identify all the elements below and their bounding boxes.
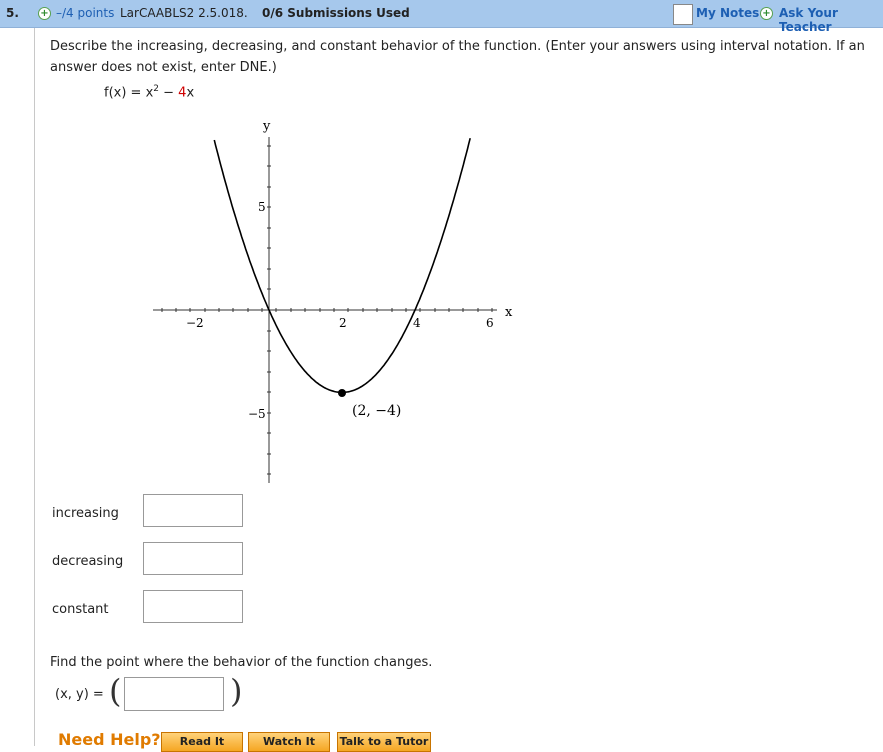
- submissions-used: 0/6 Submissions Used: [262, 6, 410, 20]
- problem-code: LarCAABLS2 2.5.018.: [120, 6, 248, 20]
- point-question-text: Find the point where the behavior of the function changes.: [50, 655, 433, 670]
- ask-teacher-plus-icon[interactable]: +: [760, 7, 773, 20]
- read-it-button[interactable]: Read It: [161, 732, 243, 752]
- function-definition: [104, 84, 194, 100]
- points-indicator: –/4 points: [56, 6, 115, 20]
- point-input[interactable]: [124, 677, 224, 711]
- x-tick-label: 2: [339, 316, 347, 330]
- question-prompt: Describe the increasing, decreasing, and constant behavior of the function. (Enter your answers using interval notation. If an answer does not exist, enter DNE.): [50, 39, 865, 75]
- y-tick-label: −5: [248, 407, 266, 421]
- function-coefficient: 4: [178, 85, 187, 101]
- constant-input[interactable]: [143, 590, 243, 623]
- increasing-input[interactable]: [143, 494, 243, 527]
- question-number: 5.: [6, 6, 19, 20]
- x-tick-label: 4: [413, 316, 421, 330]
- x-tick-label: −2: [186, 316, 204, 330]
- decreasing-input[interactable]: [143, 542, 243, 575]
- notes-icon[interactable]: [673, 4, 693, 25]
- increasing-label: increasing: [52, 506, 119, 521]
- function-lhs: f(x) = x: [104, 85, 154, 101]
- parabola-curve: [214, 138, 470, 392]
- x-tick-label: 6: [486, 316, 494, 330]
- vertex-label: (2, −4): [352, 403, 402, 419]
- xy-label: (x, y) =: [55, 687, 104, 702]
- vertex-point: [338, 389, 346, 397]
- function-graph: [150, 115, 520, 490]
- function-var: x: [186, 85, 195, 101]
- talk-to-tutor-button[interactable]: Talk to a Tutor: [337, 732, 431, 752]
- y-axis-label: y: [263, 119, 271, 134]
- my-notes-link[interactable]: My Notes: [696, 6, 760, 20]
- watch-it-button[interactable]: Watch It: [248, 732, 330, 752]
- ask-teacher-link[interactable]: Ask Your Teacher: [779, 6, 838, 34]
- need-help-title: Need Help?: [58, 730, 161, 749]
- constant-label: constant: [52, 602, 109, 617]
- open-paren: (: [109, 672, 122, 710]
- function-exponent: 2: [153, 84, 159, 94]
- x-axis-label: x: [505, 305, 513, 320]
- left-divider: [34, 28, 35, 746]
- y-tick-label: 5: [258, 200, 266, 214]
- decreasing-label: decreasing: [52, 554, 124, 569]
- close-paren: ): [230, 672, 243, 710]
- expand-plus-icon[interactable]: +: [38, 7, 51, 20]
- function-minus: −: [159, 85, 179, 101]
